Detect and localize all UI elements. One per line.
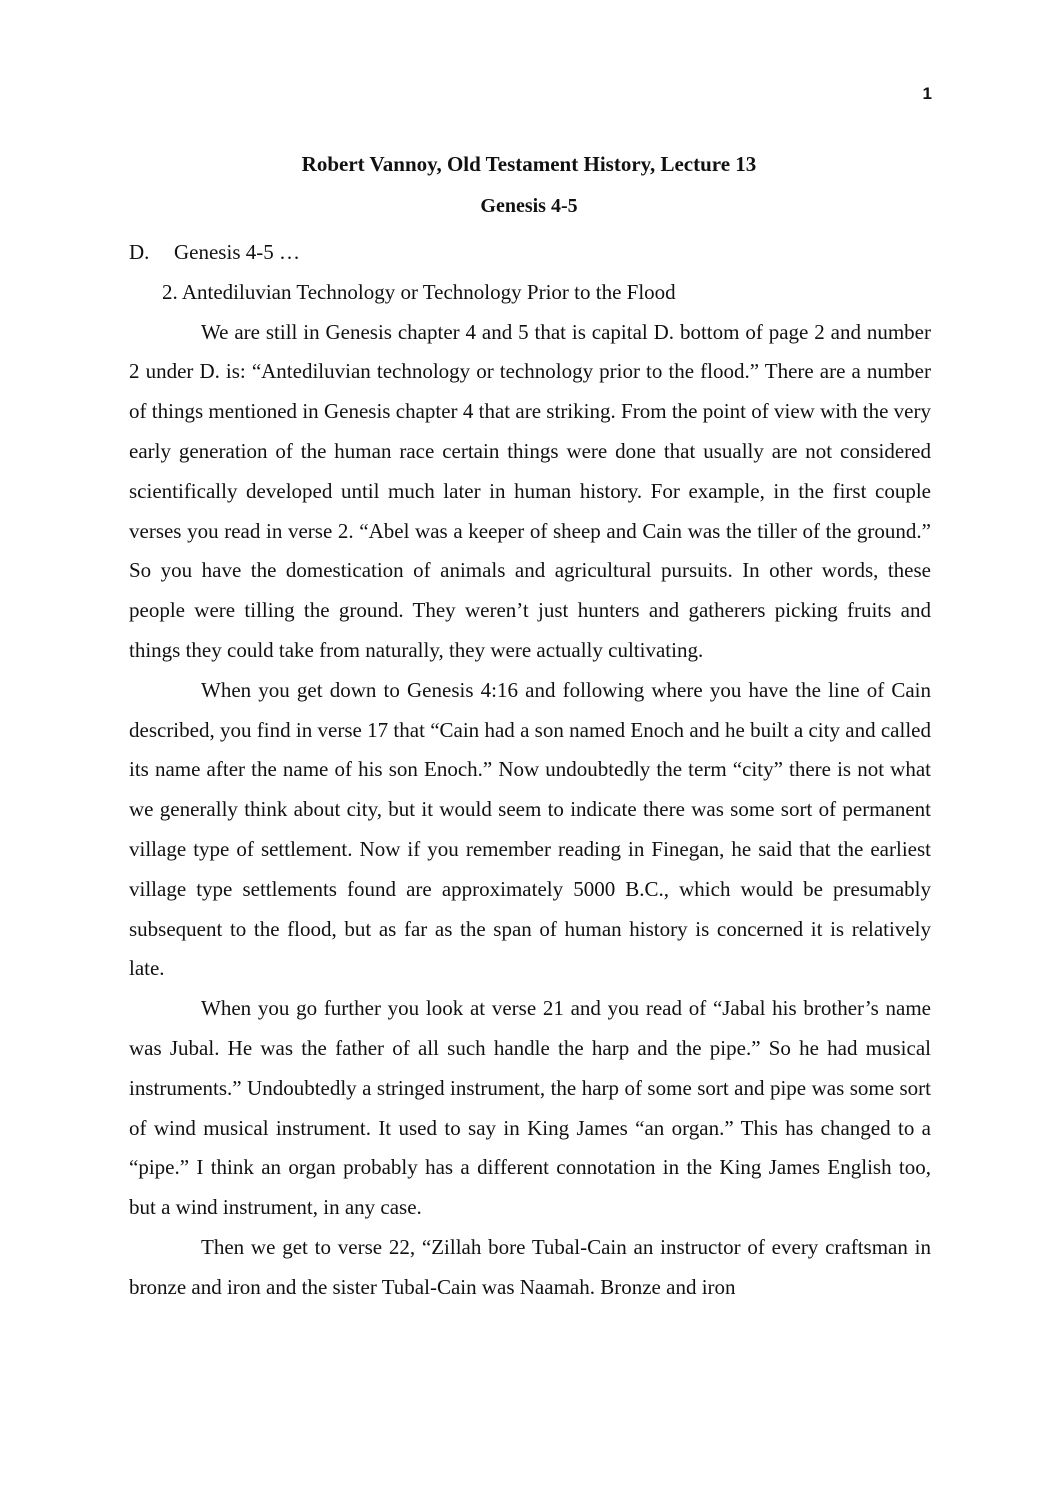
paragraph: Then we get to verse 22, “Zillah bore Tubal-Cain an instructor of every craftsman in bronze and iron and the sister Tubal-Cain was Naamah. Bronze and iron [129,1234,931,1299]
paragraph: When you get down to Genesis 4:16 and following where you have the line of Cain described, you find in verse 17 that “Cain had a son named Enoch and he built a city and called its name after the name of his son Enoch.” Now undoubtedly the term “city” there is not what we generally think about city, but it would seem to indicate there was some sort of permanent village type of settlement. Now if you remember reading in Finegan, he said that the earliest village type settlements found are approximately 5000 B.C., which would be presumably subsequent to the flood, but as far as the span of human history is concerned it is relatively late. [129,677,931,981]
paragraph: When you go further you look at verse 21 and you read of “Jabal his brother’s name was Jubal. He was the father of all such handle the harp and the pipe.” So he had musical instruments.” Undoubtedly a stringed instrument, the harp of some sort and pipe was some sort of wind musical instrument. It used to say in King James “an organ.” This has changed to a “pipe.” I think an organ probably has a different connotation in the King James English too, but a wind instrument, in any case. [129,996,931,1220]
section-letter: D. [129,240,150,264]
subsection-heading: 2. Antediluvian Technology or Technology Prior to the Flood [162,279,676,304]
section-label: Genesis 4-5 … [174,240,300,264]
paragraph: We are still in Genesis chapter 4 and 5 that is capital D. bottom of page 2 and number 2 under D. is: “Antediluvian technology or technology prior to the flood.” There are a number of things mentioned in Genesis chapter 4 that are striking. From the point of view with the very early generation of the human race certain things were done that usually are not considered scientifically developed until much later in human history. For example, in the first couple verses you read in verse 2. “Abel was a keeper of sheep and Cain was the tiller of the ground.” So you have the domestication of animals and agricultural pursuits. In other words, these people were tilling the ground. They weren’t just hunters and gatherers picking fruits and things they could take from naturally, they were actually cultivating. [129,319,931,662]
lecture-subtitle: Genesis 4-5 [480,195,578,217]
lecture-title: Robert Vannoy, Old Testament History, Lecture 13 [301,152,757,176]
body-text [129,233,931,1308]
page-number: 1 [922,84,932,103]
section-heading [129,233,931,273]
